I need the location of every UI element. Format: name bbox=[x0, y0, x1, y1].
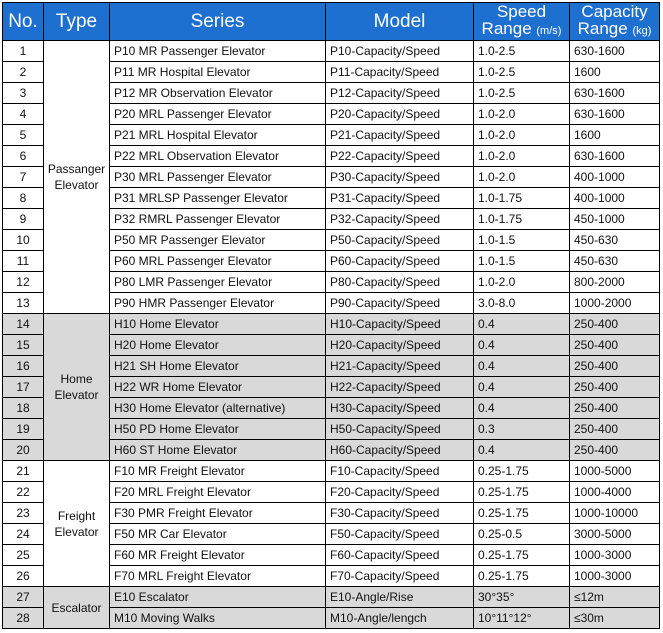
table-row bbox=[3, 587, 660, 608]
speed-cell: 1.0-2.0 bbox=[474, 146, 570, 167]
model-cell: P10-Capacity/Speed bbox=[326, 41, 474, 62]
model-cell: E10-Angle/Rise bbox=[326, 587, 474, 608]
capacity-cell: 1600 bbox=[570, 125, 660, 146]
series-cell: F20 MRL Freight Elevator bbox=[110, 482, 326, 503]
series-cell: P32 RMRL Passenger Elevator bbox=[110, 209, 326, 230]
row-number: 23 bbox=[3, 503, 44, 524]
header-capacity-label: Capacity bbox=[581, 2, 648, 21]
type-label-line2: Elevator bbox=[54, 524, 99, 539]
capacity-cell: 1000-4000 bbox=[570, 482, 660, 503]
capacity-cell: 630-1600 bbox=[570, 83, 660, 104]
series-cell: P90 HMR Passenger Elevator bbox=[110, 293, 326, 314]
model-cell: H10-Capacity/Speed bbox=[326, 314, 474, 335]
capacity-cell: 1000-3000 bbox=[570, 566, 660, 587]
speed-cell: 1.0-1.5 bbox=[474, 251, 570, 272]
series-cell: F60 MR Freight Elevator bbox=[110, 545, 326, 566]
type-label-line1: Escalator bbox=[51, 600, 102, 615]
series-cell: F30 PMR Freight Elevator bbox=[110, 503, 326, 524]
model-cell: P90-Capacity/Speed bbox=[326, 293, 474, 314]
row-number: 6 bbox=[3, 146, 44, 167]
speed-cell: 1.0-2.5 bbox=[474, 83, 570, 104]
speed-cell: 1.0-2.5 bbox=[474, 41, 570, 62]
model-cell: F20-Capacity/Speed bbox=[326, 482, 474, 503]
series-cell: H10 Home Elevator bbox=[110, 314, 326, 335]
row-number: 5 bbox=[3, 125, 44, 146]
series-cell: P60 MRL Passenger Elevator bbox=[110, 251, 326, 272]
series-cell: P11 MR Hospital Elevator bbox=[110, 62, 326, 83]
series-cell: F10 MR Freight Elevator bbox=[110, 461, 326, 482]
capacity-cell: 250-400 bbox=[570, 440, 660, 461]
model-cell: F30-Capacity/Speed bbox=[326, 503, 474, 524]
model-cell: H60-Capacity/Speed bbox=[326, 440, 474, 461]
capacity-cell: 450-630 bbox=[570, 251, 660, 272]
capacity-cell: 800-2000 bbox=[570, 272, 660, 293]
row-number: 11 bbox=[3, 251, 44, 272]
header-capacity-range bbox=[570, 3, 660, 41]
type-label-line2: Elevator bbox=[54, 178, 99, 192]
speed-cell: 0.25-1.75 bbox=[474, 566, 570, 587]
capacity-cell: 250-400 bbox=[570, 356, 660, 377]
series-cell: P22 MRL Observation Elevator bbox=[110, 146, 326, 167]
row-number: 22 bbox=[3, 482, 44, 503]
capacity-cell: 450-1000 bbox=[570, 209, 660, 230]
type-cell bbox=[44, 41, 110, 314]
series-cell: P21 MRL Hospital Elevator bbox=[110, 125, 326, 146]
model-cell: P11-Capacity/Speed bbox=[326, 62, 474, 83]
row-number: 24 bbox=[3, 524, 44, 545]
row-number: 9 bbox=[3, 209, 44, 230]
model-cell: H30-Capacity/Speed bbox=[326, 398, 474, 419]
row-number: 27 bbox=[3, 587, 44, 608]
model-cell: P50-Capacity/Speed bbox=[326, 230, 474, 251]
row-number: 28 bbox=[3, 608, 44, 629]
series-cell: F70 MRL Freight Elevator bbox=[110, 566, 326, 587]
speed-cell: 1.0-2.0 bbox=[474, 125, 570, 146]
header-speed-unit: (m/s) bbox=[536, 25, 562, 37]
elevator-product-table bbox=[2, 2, 660, 629]
model-cell: P32-Capacity/Speed bbox=[326, 209, 474, 230]
speed-cell: 0.4 bbox=[474, 377, 570, 398]
speed-cell: 0.4 bbox=[474, 398, 570, 419]
speed-cell: 30°35° bbox=[474, 587, 570, 608]
capacity-cell: 250-400 bbox=[570, 398, 660, 419]
header-speed-range-label: Range bbox=[481, 19, 532, 38]
capacity-cell: 630-1600 bbox=[570, 104, 660, 125]
model-cell: H21-Capacity/Speed bbox=[326, 356, 474, 377]
capacity-cell: 1000-5000 bbox=[570, 461, 660, 482]
speed-cell: 1.0-2.0 bbox=[474, 104, 570, 125]
header-speed-range bbox=[474, 3, 570, 41]
speed-cell: 0.25-1.75 bbox=[474, 461, 570, 482]
header-no: No. bbox=[3, 3, 44, 41]
type-label-line1: Passanger bbox=[47, 162, 106, 176]
model-cell: P31-Capacity/Speed bbox=[326, 188, 474, 209]
series-cell: E10 Escalator bbox=[110, 587, 326, 608]
capacity-cell: 400-1000 bbox=[570, 167, 660, 188]
model-cell: P12-Capacity/Speed bbox=[326, 83, 474, 104]
row-number: 2 bbox=[3, 62, 44, 83]
speed-cell: 0.25-1.75 bbox=[474, 482, 570, 503]
row-number: 26 bbox=[3, 566, 44, 587]
model-cell: H20-Capacity/Speed bbox=[326, 335, 474, 356]
model-cell: M10-Angle/lengch bbox=[326, 608, 474, 629]
series-cell: F50 MR Car Elevator bbox=[110, 524, 326, 545]
model-cell: F50-Capacity/Speed bbox=[326, 524, 474, 545]
row-number: 4 bbox=[3, 104, 44, 125]
series-cell: H20 Home Elevator bbox=[110, 335, 326, 356]
series-cell: H21 SH Home Elevator bbox=[110, 356, 326, 377]
speed-cell: 0.25-0.5 bbox=[474, 524, 570, 545]
table-body bbox=[3, 41, 660, 629]
series-cell: P50 MR Passenger Elevator bbox=[110, 230, 326, 251]
speed-cell: 0.4 bbox=[474, 440, 570, 461]
series-cell: M10 Moving Walks bbox=[110, 608, 326, 629]
row-number: 14 bbox=[3, 314, 44, 335]
series-cell: H30 Home Elevator (alternative) bbox=[110, 398, 326, 419]
capacity-cell: 1000-10000 bbox=[570, 503, 660, 524]
header-series: Series bbox=[110, 3, 326, 41]
model-cell: F60-Capacity/Speed bbox=[326, 545, 474, 566]
capacity-cell: 630-1600 bbox=[570, 146, 660, 167]
speed-cell: 0.25-1.75 bbox=[474, 545, 570, 566]
speed-cell: 0.25-1.75 bbox=[474, 503, 570, 524]
series-cell: P80 LMR Passenger Elevator bbox=[110, 272, 326, 293]
series-cell: H22 WR Home Elevator bbox=[110, 377, 326, 398]
row-number: 19 bbox=[3, 419, 44, 440]
capacity-cell: 630-1600 bbox=[570, 41, 660, 62]
capacity-cell: 1000-3000 bbox=[570, 545, 660, 566]
type-label-line2: Elevator bbox=[54, 388, 99, 402]
row-number: 1 bbox=[3, 41, 44, 62]
capacity-cell: 250-400 bbox=[570, 419, 660, 440]
type-cell bbox=[44, 314, 110, 461]
series-cell: P30 MRL Passenger Elevator bbox=[110, 167, 326, 188]
model-cell: H50-Capacity/Speed bbox=[326, 419, 474, 440]
model-cell: P21-Capacity/Speed bbox=[326, 125, 474, 146]
row-number: 25 bbox=[3, 545, 44, 566]
header-type: Type bbox=[44, 3, 110, 41]
model-cell: P22-Capacity/Speed bbox=[326, 146, 474, 167]
series-cell: P20 MRL Passenger Elevator bbox=[110, 104, 326, 125]
speed-cell: 1.0-2.5 bbox=[474, 62, 570, 83]
speed-cell: 1.0-2.0 bbox=[474, 167, 570, 188]
capacity-cell: 450-630 bbox=[570, 230, 660, 251]
capacity-cell: ≤30m bbox=[570, 608, 660, 629]
row-number: 16 bbox=[3, 356, 44, 377]
capacity-cell: 1600 bbox=[570, 62, 660, 83]
header-capacity-range-label: Range bbox=[577, 19, 628, 38]
row-number: 3 bbox=[3, 83, 44, 104]
speed-cell: 10°11°12° bbox=[474, 608, 570, 629]
capacity-cell: 3000-5000 bbox=[570, 524, 660, 545]
product-table-container bbox=[2, 2, 659, 629]
speed-cell: 1.0-1.75 bbox=[474, 188, 570, 209]
header-speed-label: Speed bbox=[496, 2, 547, 21]
row-number: 17 bbox=[3, 377, 44, 398]
capacity-cell: 1000-2000 bbox=[570, 293, 660, 314]
type-cell bbox=[44, 461, 110, 587]
type-label-line1: Home bbox=[60, 372, 93, 386]
series-cell: H50 PD Home Elevator bbox=[110, 419, 326, 440]
table-row bbox=[3, 314, 660, 335]
speed-cell: 0.3 bbox=[474, 419, 570, 440]
row-number: 13 bbox=[3, 293, 44, 314]
model-cell: P60-Capacity/Speed bbox=[326, 251, 474, 272]
speed-cell: 0.4 bbox=[474, 335, 570, 356]
row-number: 21 bbox=[3, 461, 44, 482]
model-cell: F10-Capacity/Speed bbox=[326, 461, 474, 482]
series-cell: H60 ST Home Elevator bbox=[110, 440, 326, 461]
header-row bbox=[3, 3, 660, 41]
capacity-cell: ≤12m bbox=[570, 587, 660, 608]
header-model: Model bbox=[326, 3, 474, 41]
capacity-cell: 250-400 bbox=[570, 314, 660, 335]
row-number: 18 bbox=[3, 398, 44, 419]
capacity-cell: 250-400 bbox=[570, 377, 660, 398]
header-capacity-unit: (kg) bbox=[632, 25, 652, 37]
model-cell: P30-Capacity/Speed bbox=[326, 167, 474, 188]
series-cell: P31 MRLSP Passenger Elevator bbox=[110, 188, 326, 209]
model-cell: H22-Capacity/Speed bbox=[326, 377, 474, 398]
speed-cell: 0.4 bbox=[474, 356, 570, 377]
row-number: 20 bbox=[3, 440, 44, 461]
row-number: 15 bbox=[3, 335, 44, 356]
capacity-cell: 400-1000 bbox=[570, 188, 660, 209]
model-cell: P20-Capacity/Speed bbox=[326, 104, 474, 125]
table-row bbox=[3, 461, 660, 482]
type-cell bbox=[44, 587, 110, 629]
row-number: 7 bbox=[3, 167, 44, 188]
model-cell: F70-Capacity/Speed bbox=[326, 566, 474, 587]
row-number: 8 bbox=[3, 188, 44, 209]
model-cell: P80-Capacity/Speed bbox=[326, 272, 474, 293]
table-row bbox=[3, 41, 660, 62]
speed-cell: 1.0-1.75 bbox=[474, 209, 570, 230]
speed-cell: 0.4 bbox=[474, 314, 570, 335]
speed-cell: 1.0-1.5 bbox=[474, 230, 570, 251]
type-label-line1: Freight bbox=[57, 508, 96, 523]
speed-cell: 1.0-2.0 bbox=[474, 272, 570, 293]
series-cell: P12 MR Observation Elevator bbox=[110, 83, 326, 104]
capacity-cell: 250-400 bbox=[570, 335, 660, 356]
speed-cell: 3.0-8.0 bbox=[474, 293, 570, 314]
row-number: 12 bbox=[3, 272, 44, 293]
series-cell: P10 MR Passenger Elevator bbox=[110, 41, 326, 62]
row-number: 10 bbox=[3, 230, 44, 251]
